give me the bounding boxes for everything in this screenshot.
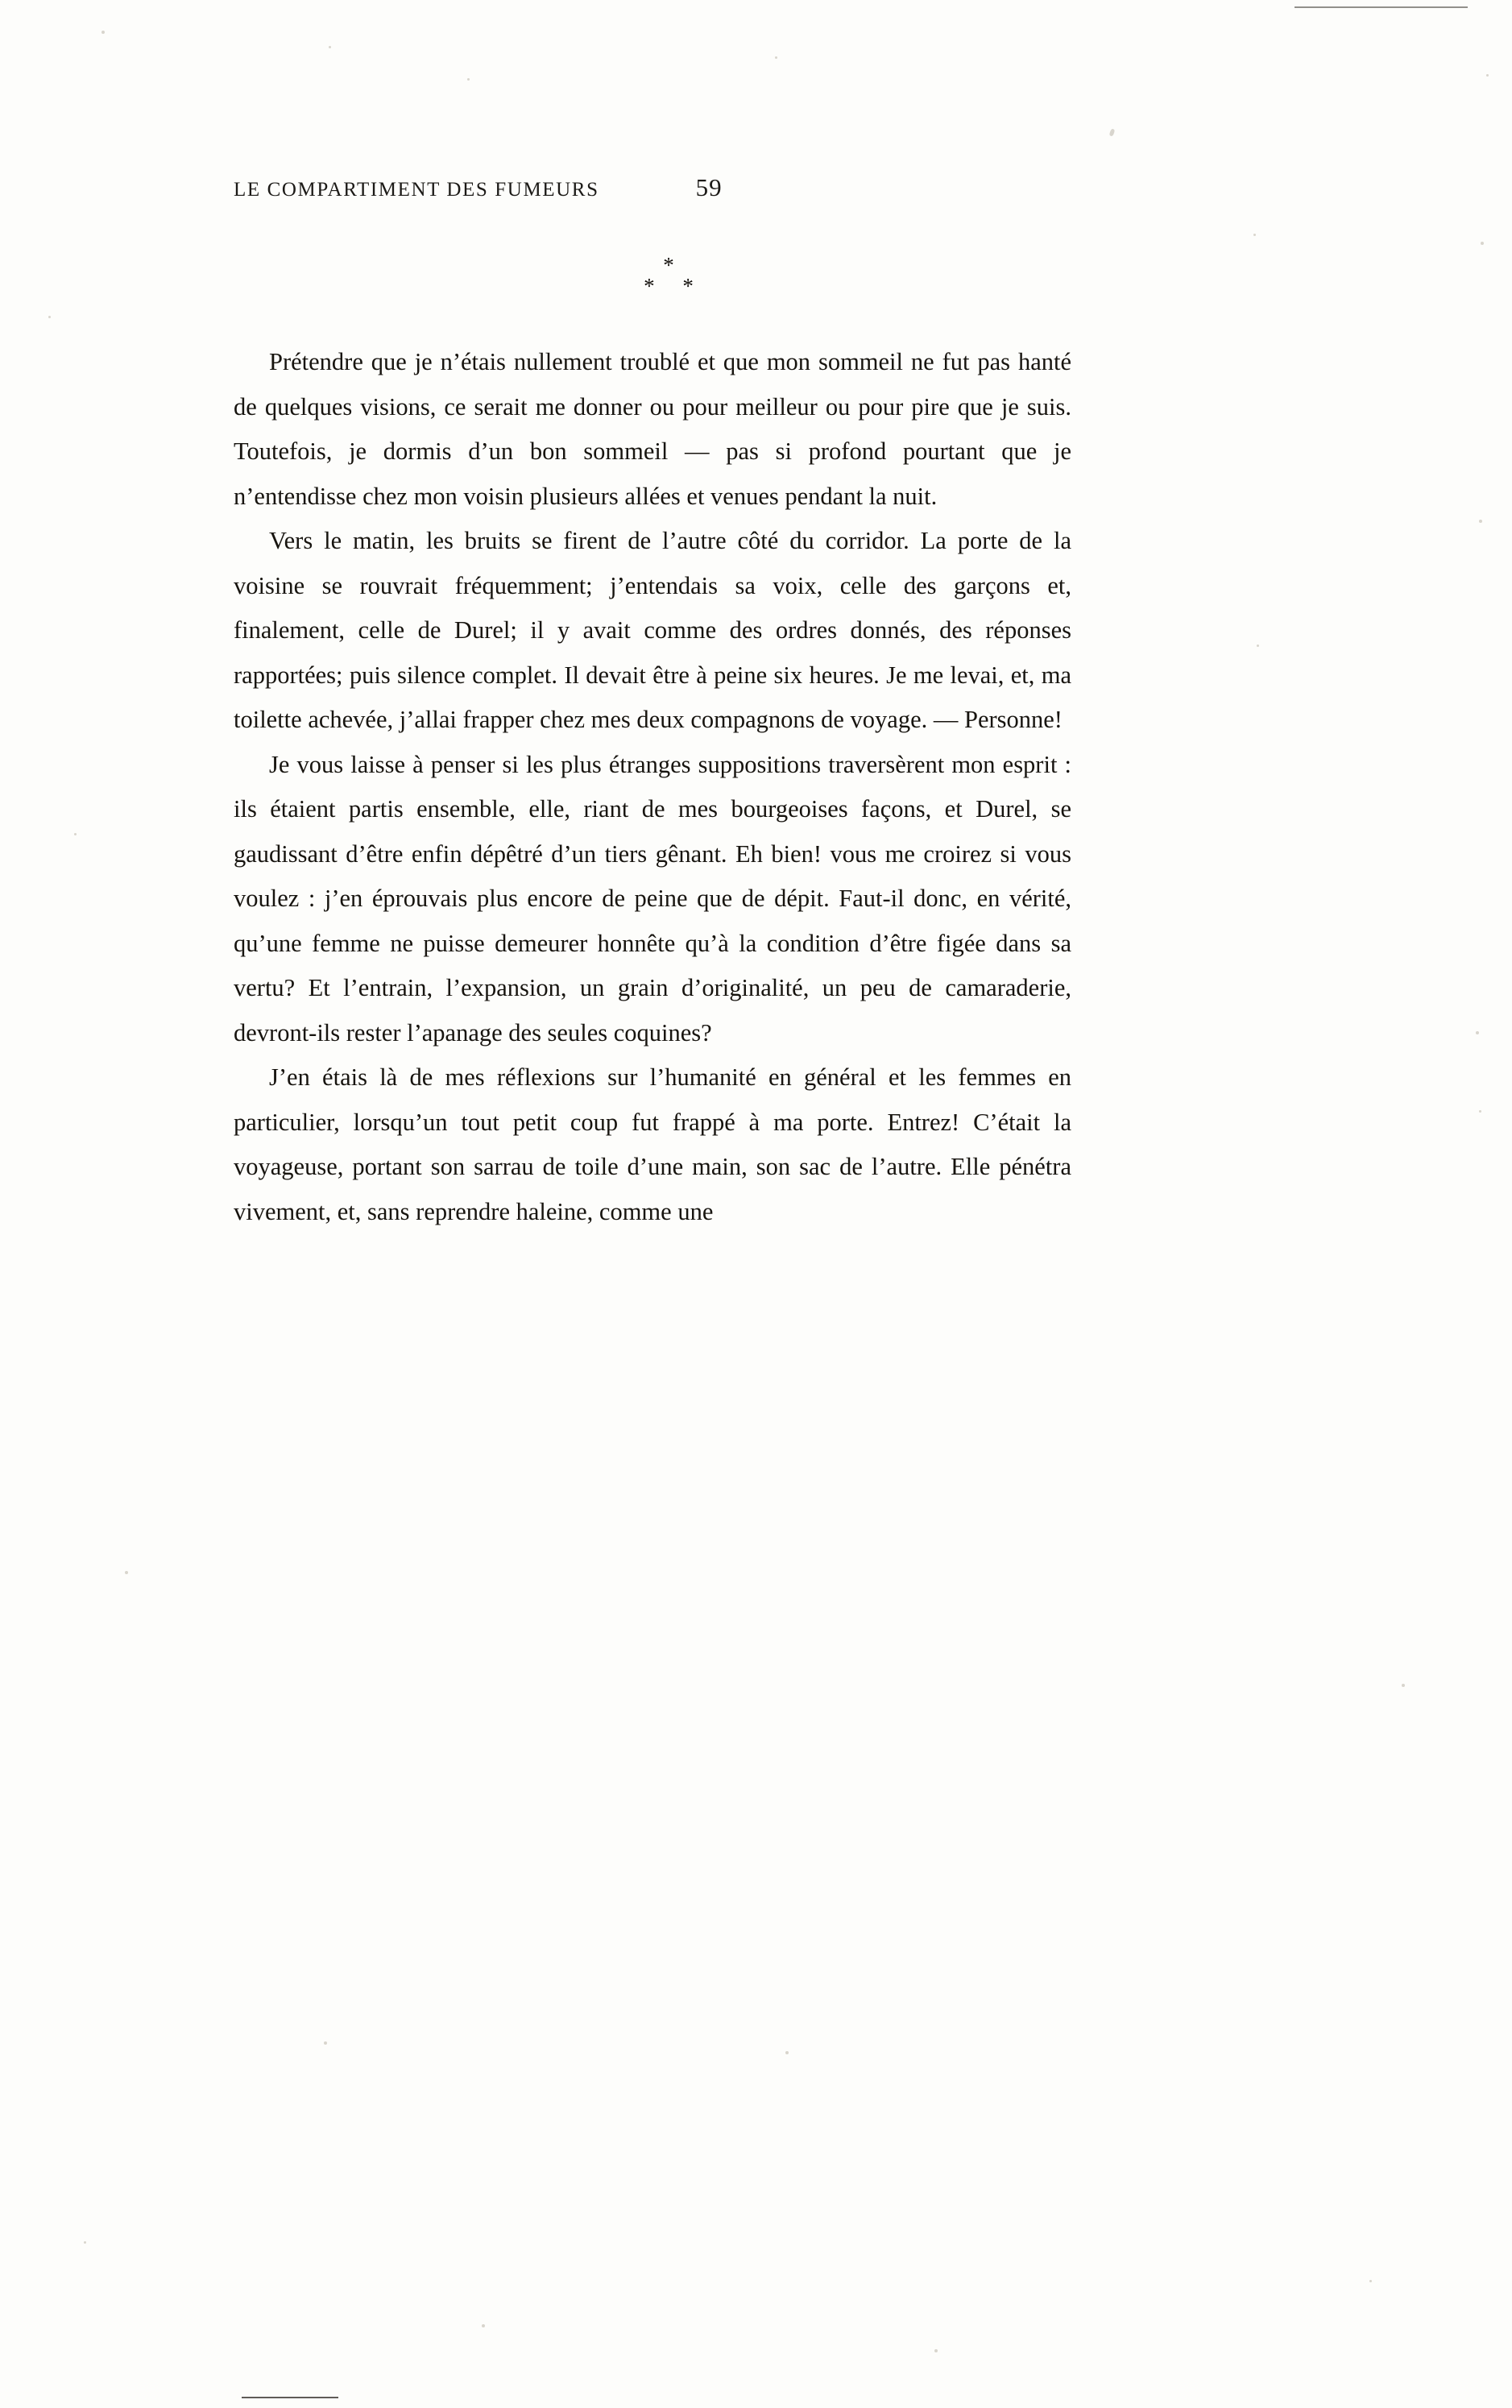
paper-speck bbox=[101, 31, 105, 34]
paper-speck bbox=[482, 2324, 485, 2327]
paper-speck bbox=[775, 56, 777, 59]
paper-speck bbox=[48, 316, 51, 318]
paper-speck bbox=[934, 2349, 938, 2352]
paper-speck bbox=[1486, 74, 1489, 77]
paper-speck bbox=[1479, 520, 1482, 523]
paragraph: Prétendre que je n’étais nullement troublé et que mon sommeil ne fut pas hanté de quelques visions, ce serait me donner ou pour meilleur ou pour pire que je suis. Toutefois, je dormis d’un bon sommeil — pas si profond pourtant que je n’entendisse chez mon voisin plusieurs allées et venues pendant la nuit. bbox=[234, 348, 1071, 510]
paper-speck bbox=[1109, 128, 1116, 136]
paragraph: Je vous laisse à penser si les plus étranges suppositions traversèrent mon esprit : ils étaient partis ensemble, elle, riant de mes bourgeoises façons, et Durel, se gaudissant d’être enfin dépêtré d’un tiers gênant. Eh bien! vous me croirez si vous voulez : j’en éprouvais plus encore de peine que de dépit. Faut-il donc, en vérité, qu’une femme ne puisse demeurer honnête qu’à la condition d’être figée dans sa vertu? Et l’entrain, l’expansion, un grain d’originalité, un peu de camaraderie, devront-ils rester l’apanage des seules coquines? bbox=[234, 750, 1071, 1047]
paper-speck bbox=[467, 78, 470, 81]
paper-speck bbox=[125, 1571, 128, 1574]
asterism-top-star: * bbox=[663, 253, 674, 277]
paper-speck bbox=[1369, 2280, 1372, 2282]
bottom-edge-rule bbox=[242, 2397, 338, 2398]
page-content bbox=[234, 173, 1104, 1234]
page-number: 59 bbox=[695, 173, 723, 201]
paper-speck bbox=[1402, 1684, 1405, 1687]
body-text bbox=[234, 340, 1071, 1234]
top-edge-rule bbox=[1295, 6, 1468, 8]
paper-speck bbox=[785, 2051, 789, 2054]
running-head-title: LE COMPARTIMENT DES FUMEURS bbox=[234, 179, 599, 201]
paper-speck bbox=[74, 833, 77, 835]
paper-speck bbox=[324, 2041, 327, 2045]
paper-speck bbox=[1481, 242, 1484, 245]
paragraph: Vers le matin, les bruits se firent de l’autre côté du corridor. La porte de la voisine se rouvrait fréquemment; j’entendais sa voix, celle des garçons et, finalement, celle de Durel; il y avait comme des ordres donnés, des réponses rapportées; puis silence complet. Il devait être à peine six heures. Je me levai, et, ma toilette achevée, j’allai frapper chez mes deux compagnons de voyage. — Personne! bbox=[234, 527, 1071, 733]
paper-speck bbox=[1257, 644, 1259, 647]
paper-speck bbox=[1479, 1110, 1481, 1113]
asterism-ornament bbox=[234, 255, 1104, 313]
paper-speck bbox=[329, 46, 331, 48]
paper-speck bbox=[84, 2241, 86, 2244]
running-head bbox=[234, 173, 1104, 210]
paragraph: J’en étais là de mes réflexions sur l’humanité en général et les femmes en particulier, lorsqu’un tout petit coup fut frappé à ma porte. Entrez! C’était la voyageuse, portant son sarrau de toile d’une main, son sac de l’autre. Elle pénétra vivement, et, sans reprendre haleine, comme une bbox=[234, 1063, 1071, 1225]
paper-speck bbox=[1476, 1031, 1479, 1034]
paper-speck bbox=[1253, 234, 1256, 236]
asterism-bottom-stars: * * bbox=[644, 274, 705, 298]
